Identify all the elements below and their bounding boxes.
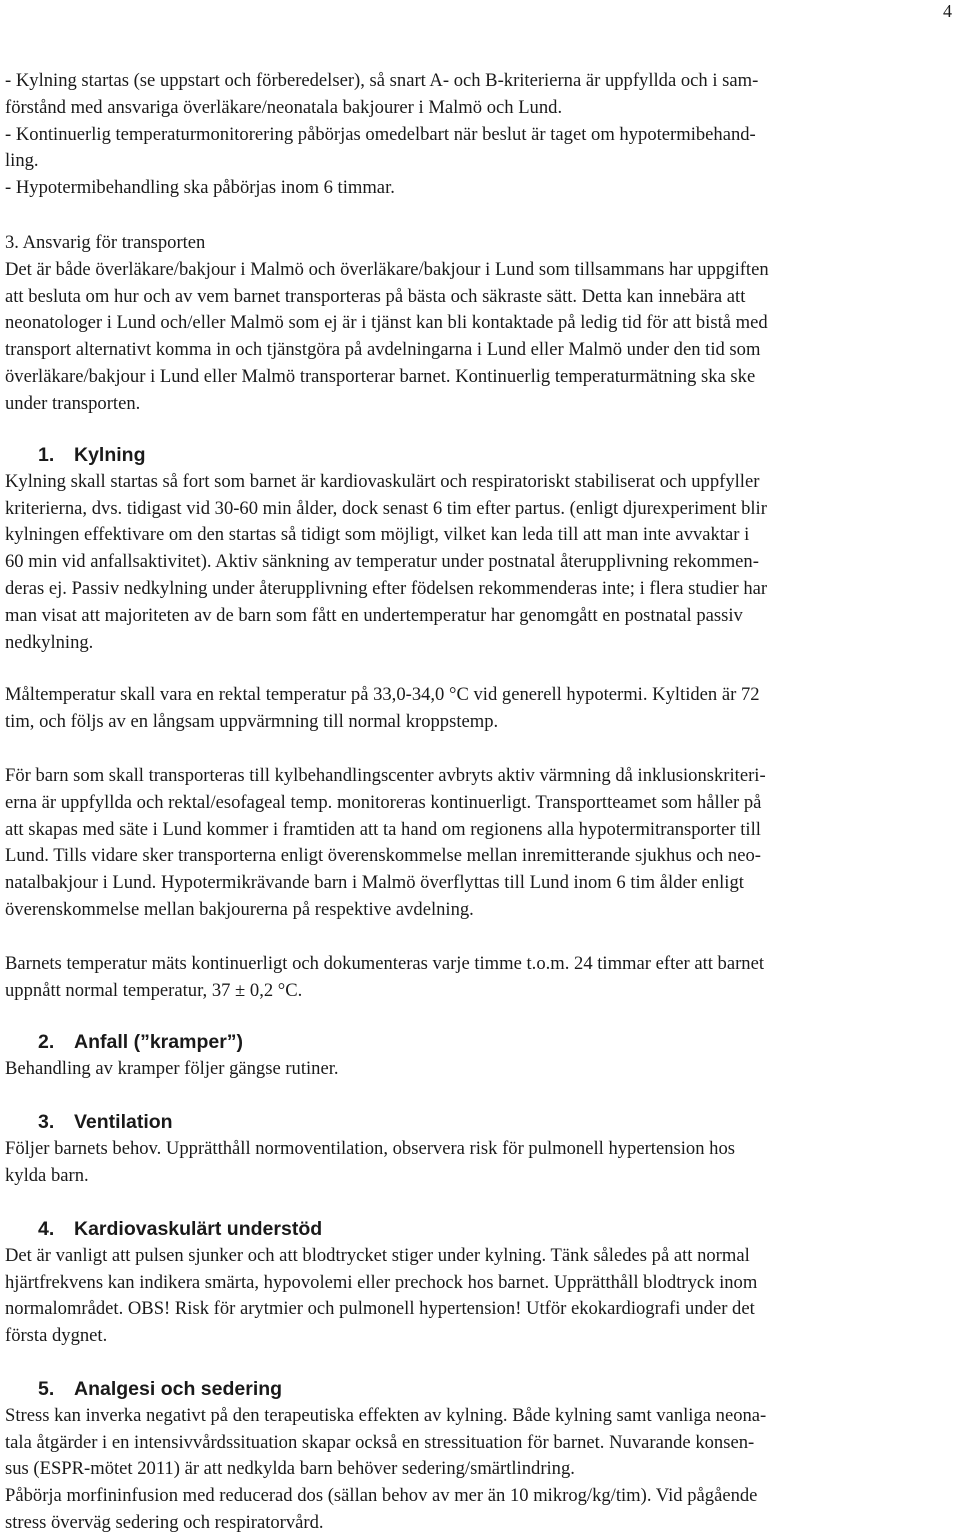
text-line: Barnets temperatur mäts kontinuerligt och dokumenteras varje timme t.o.m. 24 timmar efter att barnet: [5, 953, 765, 974]
section-number: 4.: [38, 1218, 55, 1240]
section-title: Anfall (”kramper”): [74, 1031, 244, 1053]
section-title: Kardiovaskulärt understöd: [74, 1218, 323, 1240]
section-heading: [5, 1376, 955, 1403]
section-analgesi: [5, 1376, 955, 1537]
text-line: Det är vanligt att pulsen sjunker och att blodtrycket stiger under kylning. Tänk således på att normal: [5, 1244, 750, 1266]
intro-list: [5, 68, 955, 202]
text-line: under transporten.: [5, 392, 141, 414]
text-line: deras ej. Passiv nedkylning under återupplivning efter födelsen rekommenderas inte; i flera studier har: [5, 577, 768, 599]
text-line: att besluta om hur och av vem barnet transporteras på bästa och säkraste sätt. Detta kan innebära att: [5, 285, 746, 307]
text-line: Måltemperatur skall vara en rektal temperatur på 33,0-34,0 °C vid generell hypotermi. Kyltiden är 72: [5, 684, 760, 705]
text-line: - Kylning startas (se uppstart och förberedelser), så snart A- och B-kriterierna är uppfyllda och i sam-: [5, 70, 759, 91]
section-kardiovaskulart: [5, 1216, 955, 1350]
section-heading: [5, 442, 955, 469]
text-line: Följer barnets behov. Upprätthåll normoventilation, observera risk för pulmonell hypertension hos: [5, 1137, 735, 1159]
section-number: 3.: [38, 1111, 55, 1133]
text-line: överläkare/bakjour i Lund eller Malmö transporterar barnet. Kontinuerlig temperaturmätning ska ske: [5, 365, 756, 387]
section-kylning: [5, 442, 955, 656]
text-line: nedkylning.: [5, 631, 94, 653]
text-line: kylda barn.: [5, 1164, 89, 1186]
kylning-paragraph-4: [5, 951, 955, 1005]
text-line: första dygnet.: [5, 1325, 108, 1347]
kylning-paragraph-3: [5, 763, 955, 924]
text-line: stress överväg sedering och respiratorvård.: [5, 1511, 324, 1533]
text-line: kriterierna, dvs. tidigast vid 30-60 min ålder, dock senast 6 tim efter partus. (enligt djurexperiment blir: [5, 497, 767, 519]
section-title: Ventilation: [74, 1111, 173, 1133]
text-line: Behandling av kramper följer gängse rutiner.: [5, 1057, 339, 1079]
text-line: ling.: [5, 150, 39, 172]
text-line: 60 min vid anfallsaktivitet). Aktiv sänkning av temperatur under postnatal återupplivning rekommen-: [5, 551, 759, 573]
section-heading: [5, 1029, 955, 1056]
text-line: tala åtgärder i en intensivvårdssituation skapar också en stressituation för barnet. Nuvarande konsen-: [5, 1431, 755, 1453]
page-number: 4: [943, 1, 952, 21]
text-line: Det är både överläkare/bakjour i Malmö och överläkare/bakjour i Lund som tillsammans har uppgiften: [5, 258, 769, 280]
text-line: förstånd med ansvariga överläkare/neonatala bakjourer i Malmö och Lund.: [5, 96, 563, 118]
text-line: kylningen effektivare om den startas så tidigt som möjligt, vilket kan leda till att man inte avvaktar i: [5, 524, 750, 546]
text-line: tim, och följs av en långsam uppvärmning till normal kroppstemp.: [5, 710, 499, 732]
section-transport: [5, 230, 955, 418]
text-line: erna är uppfyllda och rektal/esofageal temp. monitoreras kontinuerligt. Transportteamet som håller på: [5, 791, 762, 813]
section-number: 5.: [38, 1378, 55, 1400]
section-heading: [5, 1109, 955, 1136]
text-line: transport alternativt komma in och tjänstgöra på avdelningarna i Lund eller Malmö under den tid som: [5, 339, 761, 361]
text-line: Påbörja morfininfusion med reducerad dos (sällan behov av mer än 10 mikrog/kg/tim). Vid pågående: [5, 1485, 758, 1507]
section-number: 1.: [38, 444, 55, 466]
text-line: För barn som skall transporteras till kylbehandlingscenter avbryts aktiv värmning då inklusionskriteri-: [5, 765, 766, 786]
text-line: neonatologer i Lund och/eller Malmö som ej är i tjänst kan bli kontaktade på ledig tid för att bistå med: [5, 312, 768, 334]
text-line: sus (ESPR-mötet 2011) är att nedkylda barn behöver sedering/smärtlindring.: [5, 1458, 575, 1480]
text-line: man visat att majoriteten av de barn som fått en undertemperatur har genomgått en postnatal passiv: [5, 604, 743, 626]
text-line: normalområdet. OBS! Risk för arytmier och pulmonell hypertension! Utför ekokardiografi under det: [5, 1298, 755, 1320]
text-line: - Kontinuerlig temperaturmonitorering påbörjas omedelbart när beslut är taget om hypotermibehand-: [5, 123, 756, 145]
section-title: Analgesi och sedering: [74, 1378, 283, 1400]
text-line: att skapas med säte i Lund kommer i framtiden att ta hand om regionens alla hypotermitransporter till: [5, 818, 761, 840]
section-heading: [5, 1216, 955, 1243]
section-ventilation: [5, 1109, 955, 1189]
section-number: 2.: [38, 1031, 55, 1053]
section-title: Kylning: [74, 444, 146, 466]
text-line: natalbakjour i Lund. Hypotermikrävande barn i Malmö överflyttas till Lund inom 6 tim ålder enligt: [5, 872, 744, 894]
section-anfall: [5, 1029, 955, 1083]
text-line: överenskommelse mellan bakjourerna på respektive avdelning.: [5, 898, 474, 920]
text-line: Kylning skall startas så fort som barnet är kardiovaskulärt och respiratoriskt stabiliserat och uppfyller: [5, 470, 760, 492]
section-heading: 3. Ansvarig för transporten: [5, 232, 206, 253]
text-line: uppnått normal temperatur, 37 ± 0,2 °C.: [5, 979, 303, 1001]
text-line: hjärtfrekvens kan indikera smärta, hypovolemi eller prechock hos barnet. Upprätthåll blodtryck inom: [5, 1271, 758, 1293]
kylning-paragraph-2: [5, 682, 955, 736]
text-line: - Hypotermibehandling ska påbörjas inom 6 timmar.: [5, 177, 395, 199]
text-line: Stress kan inverka negativt på den terapeutiska effekten av kylning. Både kylning samt vanliga neona-: [5, 1404, 767, 1426]
text-line: Lund. Tills vidare sker transporterna enligt överenskommelse mellan inremitterande sjukhus och neo-: [5, 845, 761, 867]
